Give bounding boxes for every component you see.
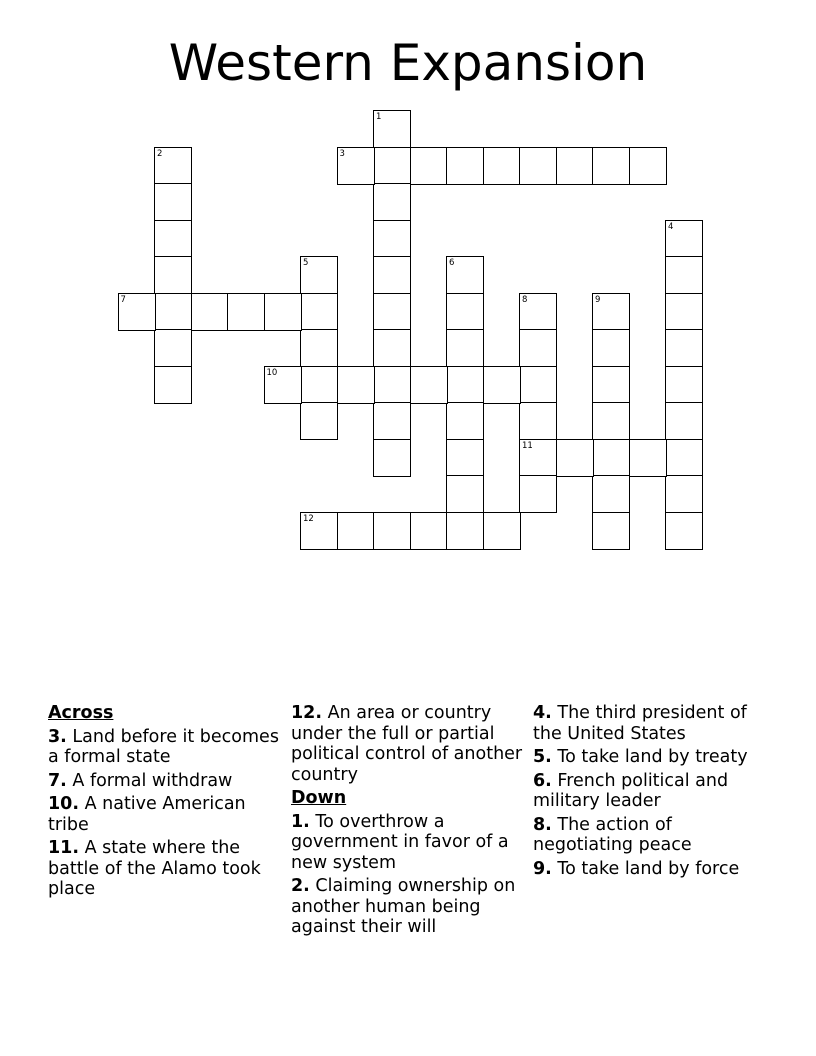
clue-number: 10. xyxy=(48,794,80,814)
clue-down-8 xyxy=(533,815,773,856)
clue-number: 1. xyxy=(291,811,310,832)
grid-cell[interactable] xyxy=(665,402,703,440)
clue-text: To take land by force xyxy=(557,858,740,879)
grid-cell[interactable] xyxy=(519,366,557,404)
grid-cell[interactable] xyxy=(373,183,411,221)
clue-text: To take land by treaty xyxy=(557,747,748,767)
grid-cell[interactable] xyxy=(556,147,594,185)
grid-cell[interactable] xyxy=(300,293,338,331)
cell-number: 6 xyxy=(449,258,455,268)
grid-cell[interactable] xyxy=(592,512,630,550)
clue-number: 7. xyxy=(48,770,67,791)
grid-cell[interactable] xyxy=(446,475,484,513)
grid-cell[interactable] xyxy=(446,147,484,185)
grid-cell[interactable] xyxy=(665,512,703,550)
grid-cell[interactable] xyxy=(227,293,265,331)
grid-cell[interactable] xyxy=(373,439,411,477)
grid-cell[interactable] xyxy=(410,512,448,550)
clue-down-1 xyxy=(291,812,529,874)
grid-cell[interactable] xyxy=(592,147,630,185)
clue-across-7 xyxy=(48,771,288,792)
grid-cell[interactable] xyxy=(592,475,630,513)
cell-number: 10 xyxy=(266,367,278,378)
clue-number: 5. xyxy=(533,747,552,767)
clue-number: 11. xyxy=(48,838,80,858)
grid-cell[interactable] xyxy=(446,293,484,331)
clue-text: A state where the battle of the Alamo took place xyxy=(48,838,261,899)
grid-cell[interactable] xyxy=(154,366,192,404)
cell-number: 5 xyxy=(303,258,309,268)
grid-cell[interactable] xyxy=(446,402,484,440)
across-heading: Across xyxy=(48,703,114,723)
grid-cell[interactable] xyxy=(373,220,411,258)
grid-cell[interactable] xyxy=(373,256,411,294)
grid-cell[interactable] xyxy=(446,366,484,404)
grid-cell[interactable] xyxy=(519,402,557,440)
grid-cell[interactable] xyxy=(629,147,667,185)
cell-number: 7 xyxy=(120,294,126,305)
grid-cell[interactable] xyxy=(446,512,484,550)
clue-across-10 xyxy=(48,794,288,835)
clue-text: An area or country under the full or partial political control of another country xyxy=(291,703,523,785)
clue-text: Claiming ownership on another human being against their will xyxy=(291,876,516,937)
clue-number: 9. xyxy=(533,858,552,879)
clue-column-2 xyxy=(291,703,529,941)
clue-down-2 xyxy=(291,876,529,938)
grid-cell[interactable] xyxy=(592,329,630,367)
clue-column-1 xyxy=(48,703,288,903)
grid-cell[interactable] xyxy=(373,366,411,404)
grid-cell[interactable] xyxy=(373,147,411,185)
grid-cell[interactable] xyxy=(665,293,703,331)
clue-number: 2. xyxy=(291,876,310,896)
cell-number: 8 xyxy=(522,294,528,305)
grid-cell[interactable] xyxy=(410,147,448,185)
grid-cell[interactable] xyxy=(373,329,411,367)
clue-text: French political and military leader xyxy=(533,770,729,811)
grid-cell[interactable] xyxy=(483,512,521,550)
clue-text: A formal withdraw xyxy=(72,770,233,791)
grid-cell[interactable] xyxy=(191,293,229,331)
clue-number: 4. xyxy=(533,703,552,723)
grid-cell[interactable] xyxy=(373,293,411,331)
grid-cell[interactable] xyxy=(373,402,411,440)
grid-cell[interactable] xyxy=(373,512,411,550)
cell-number: 9 xyxy=(595,294,601,305)
clue-number: 6. xyxy=(533,770,552,791)
grid-cell[interactable] xyxy=(154,293,192,331)
grid-cell[interactable] xyxy=(592,439,630,477)
grid-cell[interactable] xyxy=(300,366,338,404)
cell-number: 3 xyxy=(339,148,345,159)
clue-text: The action of negotiating peace xyxy=(533,814,692,855)
grid-cell[interactable] xyxy=(154,329,192,367)
clue-across-11 xyxy=(48,838,288,900)
clue-down-4 xyxy=(533,703,773,744)
grid-cell[interactable] xyxy=(410,366,448,404)
clue-down-9 xyxy=(533,859,773,880)
clue-column-3 xyxy=(533,703,773,882)
grid-cell[interactable] xyxy=(446,329,484,367)
clue-text: The third president of the United States xyxy=(533,703,747,744)
grid-cell[interactable] xyxy=(592,366,630,404)
grid-cell[interactable] xyxy=(519,329,557,367)
cell-number: 4 xyxy=(668,221,674,232)
grid-cell[interactable] xyxy=(154,183,192,221)
grid-cell[interactable] xyxy=(483,147,521,185)
cell-number: 2 xyxy=(157,148,163,159)
cell-number: 1 xyxy=(376,112,382,122)
cell-number: 12 xyxy=(303,513,314,524)
grid-cell[interactable] xyxy=(665,475,703,513)
clue-text: To overthrow a government in favor of a new system xyxy=(291,811,509,873)
grid-cell[interactable] xyxy=(519,147,557,185)
grid-cell[interactable] xyxy=(483,366,521,404)
clue-across-12 xyxy=(291,703,529,785)
clue-across-3 xyxy=(48,727,288,768)
clue-number: 8. xyxy=(533,814,552,835)
clue-text: Land before it becomes a formal state xyxy=(48,726,279,767)
grid-cell[interactable] xyxy=(300,329,338,367)
grid-cell[interactable] xyxy=(519,475,557,513)
grid-cell[interactable] xyxy=(337,512,375,550)
cell-number: 11 xyxy=(522,440,533,451)
grid-cell[interactable] xyxy=(665,366,703,404)
clue-text: A native American tribe xyxy=(48,794,246,835)
grid-cell[interactable] xyxy=(665,329,703,367)
clue-number: 3. xyxy=(48,726,67,747)
clue-number: 12. xyxy=(291,703,323,723)
grid-cell[interactable] xyxy=(264,293,302,331)
grid-cell[interactable] xyxy=(556,439,594,477)
grid-cell[interactable] xyxy=(300,402,338,440)
grid-cell[interactable] xyxy=(665,439,703,477)
grid-cell[interactable] xyxy=(665,256,703,294)
grid-cell[interactable] xyxy=(154,256,192,294)
clue-down-5 xyxy=(533,747,773,768)
clue-down-6 xyxy=(533,771,773,812)
grid-cell[interactable] xyxy=(592,402,630,440)
down-heading: Down xyxy=(291,788,347,808)
grid-cell[interactable] xyxy=(337,366,375,404)
grid-cell[interactable] xyxy=(154,220,192,258)
grid-cell[interactable] xyxy=(629,439,667,477)
grid-cell[interactable] xyxy=(446,439,484,477)
page-title: Western Expansion xyxy=(168,34,648,92)
